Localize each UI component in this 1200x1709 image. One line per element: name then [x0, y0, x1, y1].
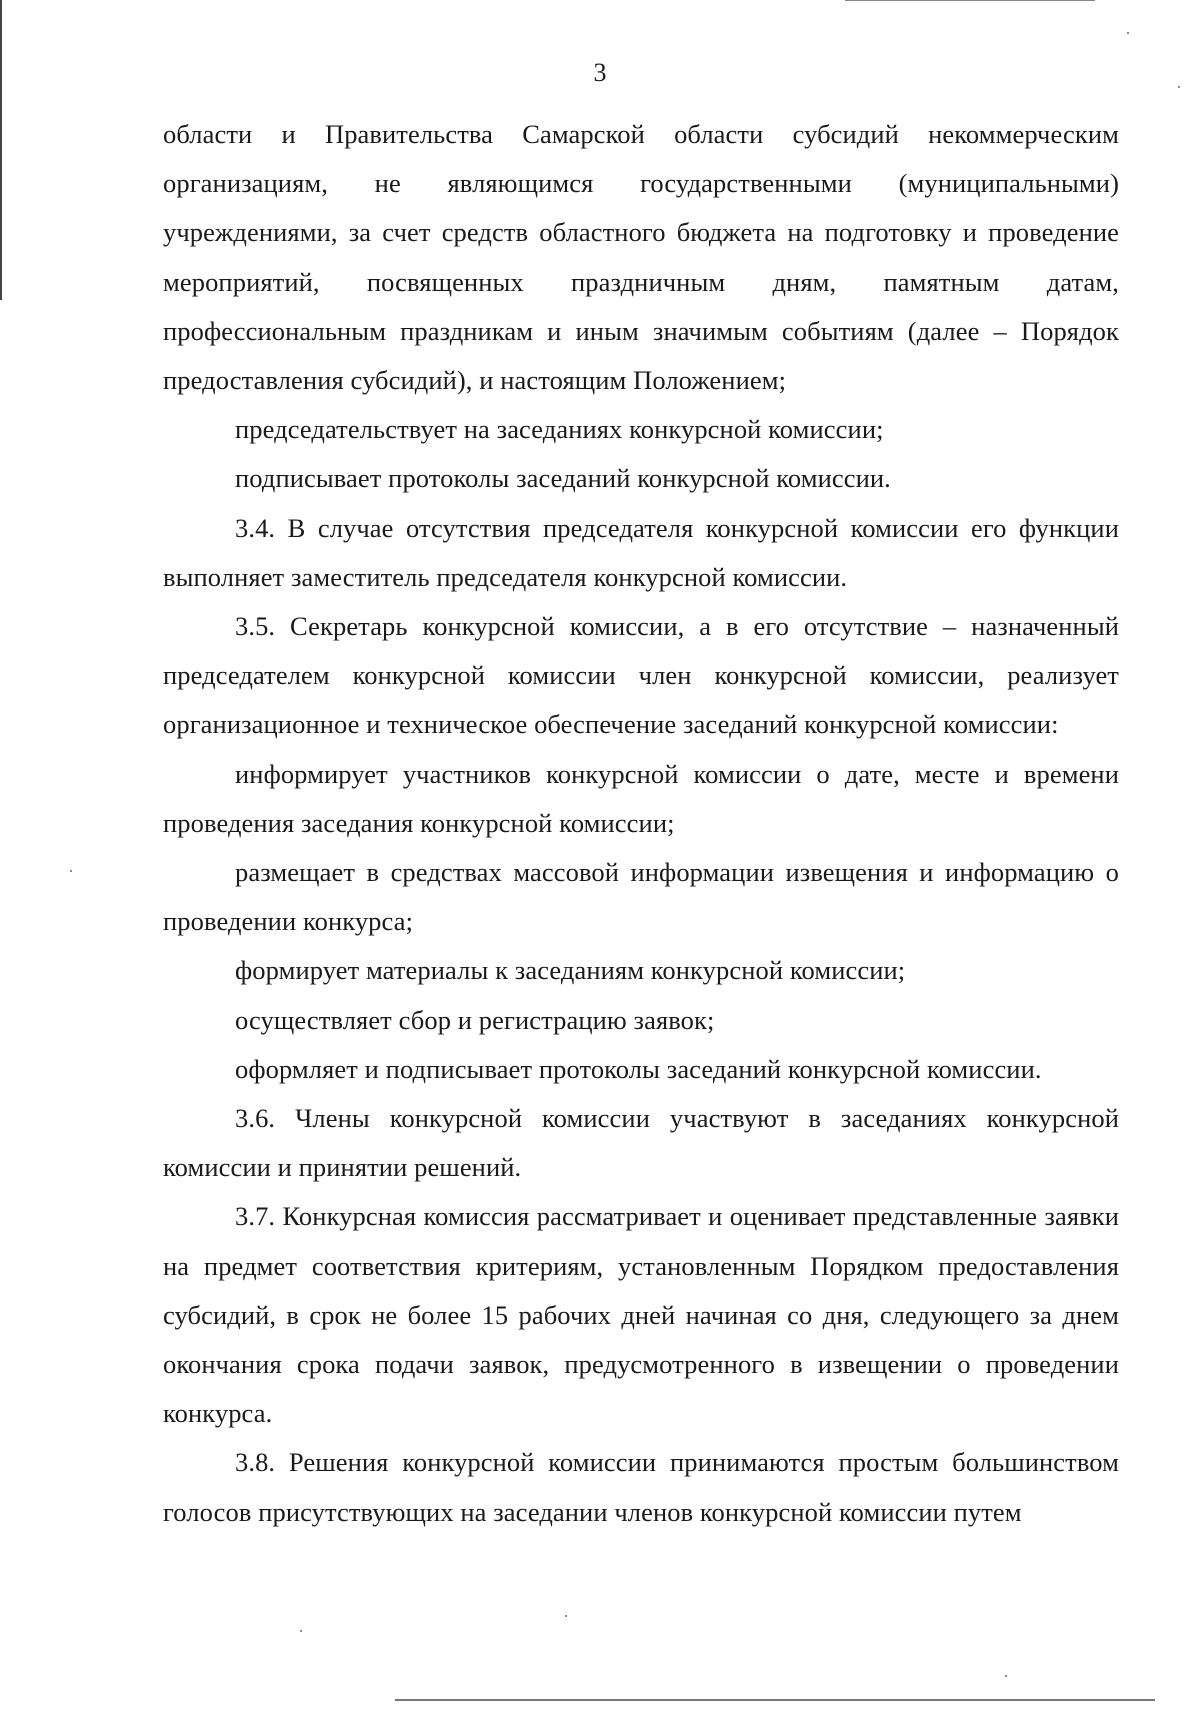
- scan-speck: [1127, 32, 1129, 34]
- paragraph: информирует участников конкурсной комиссии о дате, месте и времени проведения заседания конкурсной комиссии;: [163, 758, 1119, 838]
- paragraph: председательствует на заседаниях конкурсной комиссии;: [235, 414, 884, 445]
- scan-speck: [300, 1630, 302, 1632]
- paragraph: подписывает протоколы заседаний конкурсной комиссии.: [235, 463, 891, 494]
- document-body: [163, 110, 1119, 1537]
- scan-speck: [1005, 1675, 1007, 1677]
- paragraph: 3.5. Секретарь конкурсной комиссии, а в его отсутствие – назначенный председателем конкурсной комиссии член конкурсной комиссии, реализует организационное и техническое обеспечение заседаний конкурсной комиссии:: [163, 611, 1119, 740]
- paragraph: 3.7. Конкурсная комиссия рассматривает и оценивает представленные заявки на предмет соответствия критериям, установленным Порядком предоставления субсидий, в срок не более 15 рабочих дней начиная со дня, следующего за днем окончания срока подачи заявок, предусмотренного в извещении о проведении конкурса.: [163, 1201, 1119, 1429]
- scan-edge-left: [0, 0, 2, 300]
- scan-edge-bottom: [395, 1699, 1155, 1701]
- paragraph: оформляет и подписывает протоколы заседаний конкурсной комиссии.: [235, 1053, 1042, 1084]
- paragraph: 3.6. Члены конкурсной комиссии участвуют в заседаниях конкурсной комиссии и принятии решений.: [163, 1103, 1119, 1183]
- page-number: 3: [593, 58, 607, 87]
- scan-edge-top: [845, 0, 1095, 1]
- paragraph: 3.8. Решения конкурсной комиссии принимаются простым большинством голосов присутствующих на заседании членов конкурсной комиссии путем: [163, 1447, 1119, 1527]
- paragraph: размещает в средствах массовой информации извещения и информацию о проведении конкурса;: [163, 857, 1119, 937]
- scan-speck: [565, 1615, 567, 1617]
- scan-speck: [70, 870, 72, 872]
- paragraph: осуществляет сбор и регистрацию заявок;: [235, 1004, 715, 1035]
- paragraph: 3.4. В случае отсутствия председателя конкурсной комиссии его функции выполняет заместитель председателя конкурсной комиссии.: [163, 512, 1119, 592]
- paragraph: области и Правительства Самарской области субсидий некоммерческим организациям, не являющимся государственными (муниципальными) учреждениями, за счет средств областного бюджета на подготовку и проведение мероприятий, посвященных праздничным дням, памятным датам, профессиональным праздникам и иным значимым событиям (далее – Порядок предоставления субсидий), и настоящим Положением;: [163, 119, 1119, 396]
- paragraph: формирует материалы к заседаниям конкурсной комиссии;: [235, 955, 906, 986]
